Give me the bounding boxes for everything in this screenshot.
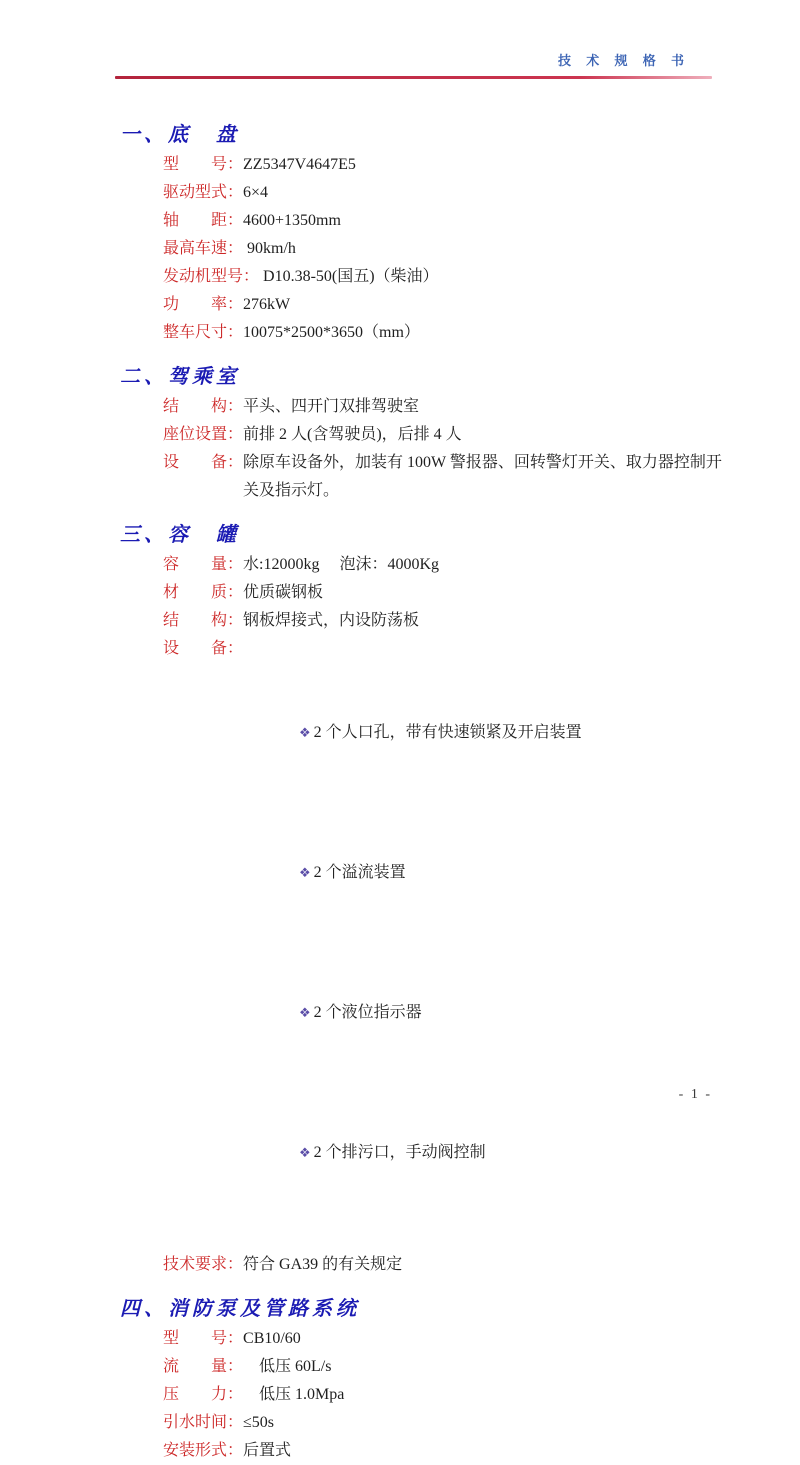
row-value: 低压 60L/s [243, 1358, 332, 1375]
spec-row-model [120, 151, 724, 179]
row-label: 驱动型式： [163, 184, 244, 201]
spec-row-engine-model [120, 263, 724, 291]
bullet-item [243, 1111, 724, 1195]
diamond-bullet-icon: ❖ [299, 865, 311, 880]
spec-row-wheelbase [120, 207, 724, 235]
section-tank-heading: 三、容 罐 [120, 524, 240, 546]
spec-row-seating [120, 421, 724, 449]
row-label: 结 构： [163, 398, 244, 415]
row-label: 引水时间： [163, 1414, 244, 1431]
row-label: 功 率： [163, 296, 244, 313]
page-number: - 1 - [678, 1087, 712, 1102]
row-value: 10075*2500*3650（mm） [243, 324, 420, 341]
section-tank [120, 521, 724, 1279]
row-value: D10.38-50(国五)（柴油） [259, 268, 439, 285]
row-label: 发动机型号： [163, 268, 260, 285]
spec-row-capacity [120, 551, 724, 579]
spec-row-tank-equipment [120, 635, 724, 1251]
spec-row-priming-time [120, 1409, 724, 1437]
spec-row-structure [120, 393, 724, 421]
bullet-item [243, 831, 724, 915]
row-label: 整车尺寸： [163, 324, 244, 341]
row-value: ≤50s [243, 1414, 275, 1431]
section-chassis [120, 121, 724, 347]
spec-row-max-speed [120, 235, 724, 263]
bullet-item [243, 691, 724, 775]
row-label: 最高车速： [163, 240, 244, 257]
row-label: 设 备： [163, 454, 244, 471]
diamond-bullet-icon: ❖ [299, 1005, 311, 1020]
row-value: 低压 1.0Mpa [243, 1386, 345, 1403]
spec-row-equipment [120, 449, 724, 505]
bullet-list [243, 635, 724, 1251]
row-value: 4600+1350mm [243, 212, 341, 229]
spec-row-drive-type [120, 179, 724, 207]
section-cab [120, 363, 724, 505]
row-value: 平头、四开门双排驾驶室 [243, 398, 420, 415]
row-label: 材 质： [163, 584, 244, 601]
spec-row-material [120, 579, 724, 607]
spec-row-technical-requirement [120, 1251, 724, 1279]
row-label: 技术要求： [163, 1256, 244, 1273]
spec-row-mounting [120, 1437, 724, 1465]
section-tank-rows [120, 551, 724, 1279]
header-divider-rule [115, 76, 712, 79]
row-label: 轴 距： [163, 212, 244, 229]
row-value: 优质碳钢板 [243, 584, 324, 601]
diamond-bullet-icon: ❖ [299, 725, 311, 740]
document-header-title: 技 术 规 格 书 [557, 53, 690, 68]
section-fire-pump-heading: 四、消防泵及管路系统 [120, 1298, 360, 1320]
spec-row-tank-structure [120, 607, 724, 635]
spec-row-pump-model [120, 1325, 724, 1353]
row-label: 型 号： [163, 156, 244, 173]
spec-row-power [120, 291, 724, 319]
row-value: 水:12000kg 泡沫：4000Kg [243, 556, 440, 573]
diamond-bullet-icon: ❖ [299, 1145, 311, 1160]
section-chassis-rows [120, 151, 724, 347]
row-value: 前排 2 人(含驾驶员)，后排 4 人 [243, 426, 462, 443]
row-value: 后置式 [243, 1442, 292, 1459]
row-value: 除原车设备外，加装有 100W 警报器、回转警灯开关、取力器控制开关及指示灯。 [243, 454, 722, 499]
document-header [0, 0, 690, 70]
row-value: ZZ5347V4647E5 [243, 156, 356, 173]
bullet-text: 2 个人口孔，带有快速锁紧及开启装置 [313, 724, 582, 741]
row-label: 结 构： [163, 612, 244, 629]
row-value: 90km/h [243, 240, 296, 257]
bullet-item [243, 971, 724, 1055]
bullet-text: 2 个液位指示器 [313, 1004, 422, 1021]
section-fire-pump [120, 1295, 724, 1465]
section-chassis-heading: 一、底 盘 [120, 124, 240, 146]
bullet-text: 2 个溢流装置 [313, 864, 406, 881]
row-value: CB10/60 [243, 1330, 301, 1347]
row-label: 设 备： [163, 640, 244, 657]
spec-row-flow [120, 1353, 724, 1381]
row-label: 型 号： [163, 1330, 244, 1347]
spec-row-vehicle-dimensions [120, 319, 724, 347]
bullet-text: 2 个排污口，手动阀控制 [313, 1144, 486, 1161]
row-value: 钢板焊接式，内设防荡板 [243, 612, 420, 629]
row-value: 符合 GA39 的有关规定 [243, 1256, 403, 1273]
row-value: 6×4 [243, 184, 269, 201]
section-fire-pump-rows [120, 1325, 724, 1465]
row-label: 安装形式： [163, 1442, 244, 1459]
section-cab-heading: 二、驾乘室 [120, 366, 240, 388]
document-body [120, 121, 724, 1465]
section-cab-rows [120, 393, 724, 505]
row-label: 流 量： [163, 1358, 244, 1375]
row-label: 容 量： [163, 556, 244, 573]
row-label: 座位设置： [163, 426, 244, 443]
row-value: 276kW [243, 296, 291, 313]
spec-row-pressure [120, 1381, 724, 1409]
row-label: 压 力： [163, 1386, 244, 1403]
